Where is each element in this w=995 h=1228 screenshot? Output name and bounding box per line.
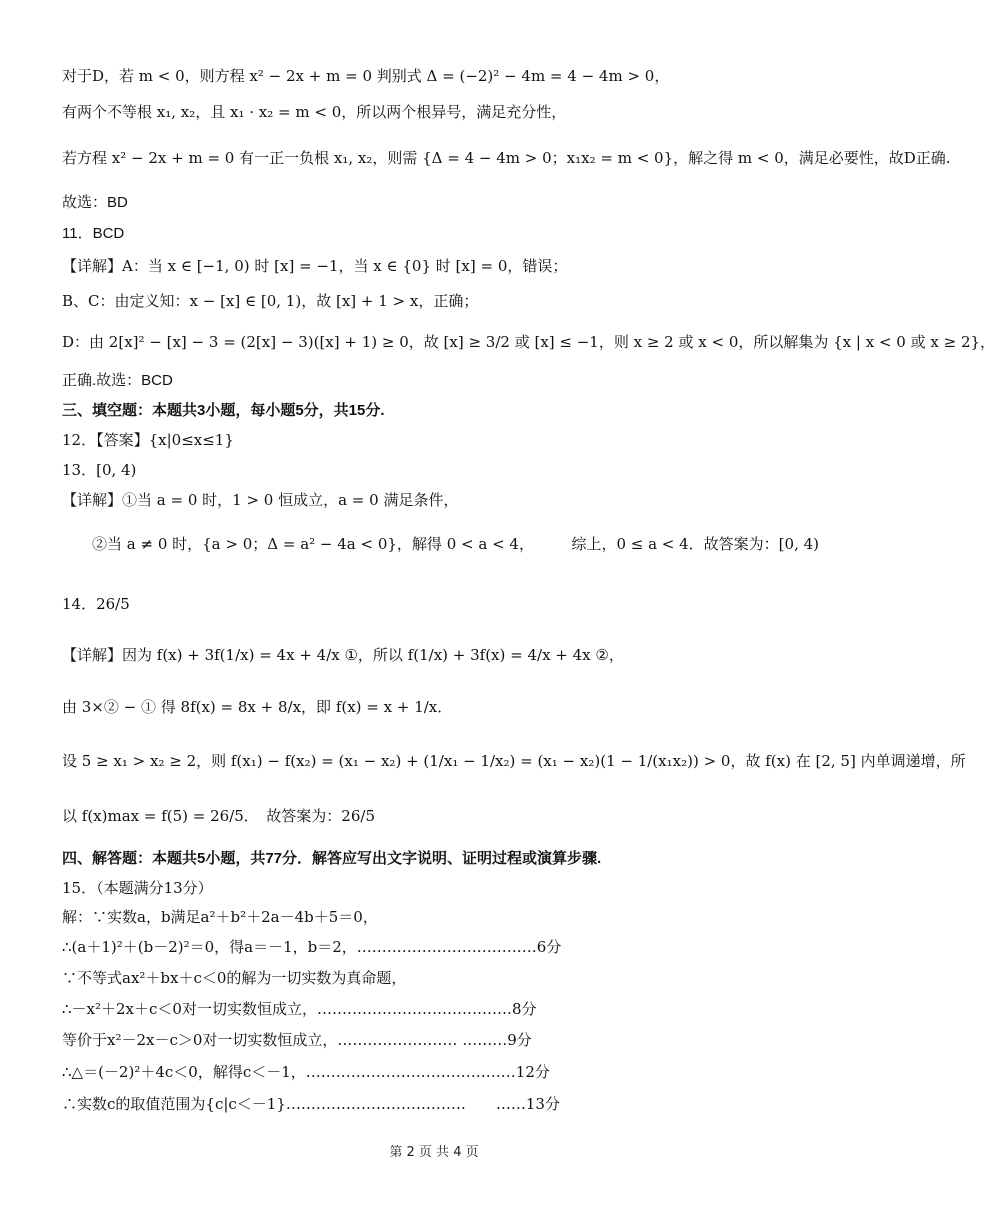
solution-line: ∴实数c的取值范围为{c|c＜－1}……………………………… ……13分 (62, 1095, 560, 1113)
text-line: 有两个不等根 x₁, x₂，且 x₁ · x₂ = m < 0，所以两个根异号，满足充分性， (62, 103, 567, 121)
text-line: 以 f(x)max = f(5) = 26/5． 故答案为：26/5 (62, 807, 375, 825)
solution-line: 等价于x²－2x－c＞0对一切实数恒成立，…………………… ………9分 (62, 1031, 532, 1049)
detail-line: 【详解】A：当 x ∈ [−1, 0) 时 [x] = −1，当 x ∈ {0} 时 [x] = 0，错误； (62, 257, 568, 275)
text-line: 若方程 x² − 2x + m = 0 有一正一负根 x₁, x₂，则需 {Δ = 4 − 4m > 0；x₁x₂ = m < 0}，解之得 m < 0，满足必要性，故D正确. (62, 149, 951, 167)
answer-line: 12．【答案】{x|0≤x≤1} (62, 431, 234, 449)
question-number-line: 11．BCD (62, 225, 125, 242)
text-line: ②当 a ≠ 0 时，{a > 0；Δ = a² − 4a < 0}，解得 0 < a < 4， 综上，0 ≤ a < 4．故答案为：[0, 4) (92, 535, 820, 553)
text-line: 设 5 ≥ x₁ > x₂ ≥ 2，则 f(x₁) − f(x₂) = (x₁ − x₂) + (1/x₁ − 1/x₂) = (x₁ − x₂)(1 − 1/(x₁x₂)) > 0，故 f(x) 在 [2, 5] 内单调递增，所 (62, 752, 966, 770)
text-line: B、C：由定义知：x − [x] ∈ [0, 1)，故 [x] + 1 > x，正确； (62, 292, 479, 310)
detail-line: 【详解】因为 f(x) + 3f(1/x) = 4x + 4/x ①，所以 f(1/x) + 3f(x) = 4/x + 4x ②， (62, 646, 624, 664)
text-line: D：由 2[x]² − [x] − 3 = (2[x] − 3)([x] + 1) ≥ 0，故 [x] ≥ 3/2 或 [x] ≤ −1，则 x ≥ 2 或 x < 0，所以解集为 {x | x < 0 或 x ≥ 2}， (62, 333, 995, 351)
detail-line: 【详解】①当 a = 0 时，1 > 0 恒成立，a = 0 满足条件， (62, 491, 459, 509)
text-line: 由 3×② − ① 得 8f(x) = 8x + 8/x，即 f(x) = x + 1/x． (62, 698, 453, 716)
solution-line: ∵不等式ax²＋bx＋c＜0的解为一切实数为真命题， (62, 969, 407, 987)
page-footer: 第 2 页 共 4 页 (389, 1145, 479, 1160)
section-heading: 三、填空题：本题共3小题，每小题5分，共15分. (62, 402, 385, 419)
text-line: 正确.故选：BCD (62, 372, 173, 389)
text-line: 对于D，若 m < 0，则方程 x² − 2x + m = 0 判别式 Δ = (−2)² − 4m = 4 − 4m > 0， (62, 67, 670, 85)
question-number-line: 15．（本题满分13分） (62, 879, 213, 897)
question-number-line: 13．[0, 4) (62, 461, 137, 479)
solution-line: ∴－x²＋2x＋c＜0对一切实数恒成立，…………………………………8分 (62, 1000, 537, 1018)
solution-line: 解：∵实数a，b满足a²＋b²＋2a－4b＋5＝0， (62, 908, 378, 926)
solution-line: ∴(a＋1)²＋(b－2)²＝0，得a＝－1，b＝2，………………………………6分 (62, 938, 562, 956)
section-heading: 四、解答题：本题共5小题，共77分．解答应写出文字说明、证明过程或演算步骤. (62, 850, 602, 867)
question-number-line: 14．26/5 (62, 595, 130, 613)
text-line: 故选：BD (62, 194, 128, 211)
solution-line: ∴△＝(－2)²＋4c＜0，解得c＜－1，……………………………………12分 (62, 1063, 550, 1081)
